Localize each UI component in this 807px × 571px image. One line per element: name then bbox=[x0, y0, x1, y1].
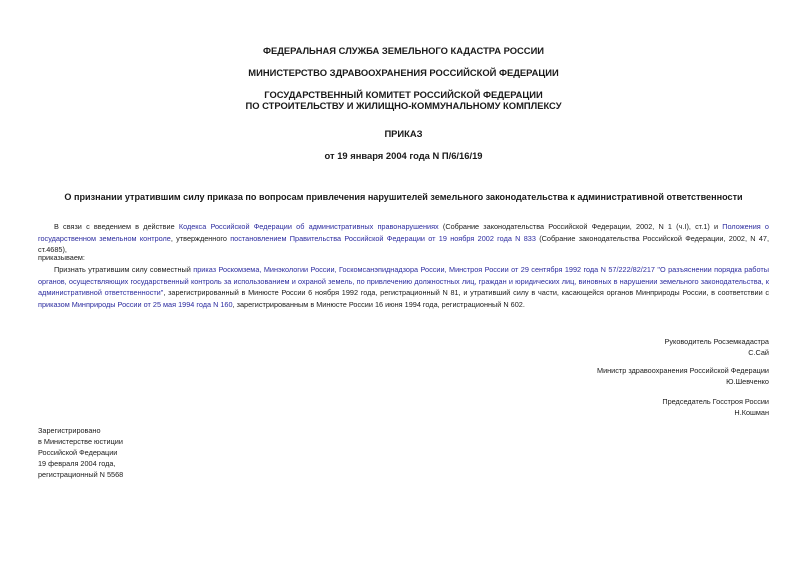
registration-line: в Министерстве юстиции bbox=[38, 437, 123, 446]
signature-name: Н.Кошман bbox=[734, 408, 769, 417]
registration-date: 19 февраля 2004 года, bbox=[38, 459, 116, 468]
signature-position: Министр здравоохранения Российской Федерации bbox=[596, 366, 769, 375]
order-text-1: Признать утратившим силу совместный bbox=[54, 265, 194, 274]
registration-line: Российской Федерации bbox=[38, 448, 118, 457]
document-type: ПРИКАЗ bbox=[384, 128, 423, 139]
order-word: приказываем: bbox=[38, 253, 85, 262]
signature-name: С.Сай bbox=[748, 348, 769, 357]
registration-block bbox=[38, 425, 123, 480]
signature-block-gosstroy bbox=[662, 396, 769, 418]
link-land-control-regulation[interactable]: Положения о государственном земельном контроле bbox=[38, 222, 769, 243]
registration-number: регистрационный N 5568 bbox=[38, 470, 124, 479]
registration-line: Зарегистрировано bbox=[38, 426, 101, 435]
link-joint-order-1992[interactable]: приказ Роскомзема, Минэкологии России, Госкомсанэпиднадзора России, Минстроя России от 29 сентября 1992 года N 57/222/82/217 bbox=[193, 265, 655, 274]
signature-position: Руководитель Росземкадастра bbox=[664, 337, 769, 346]
agency-minzdrav: МИНИСТЕРСТВО ЗДРАВООХРАНЕНИЯ РОССИЙСКОЙ ФЕДЕРАЦИИ bbox=[248, 67, 559, 78]
signature-block-rosnedvizhimost bbox=[665, 336, 769, 358]
document-title: О признании утратившим силу приказа по вопросам привлечения нарушителей земельного законодательства к административной ответственности bbox=[64, 192, 743, 202]
agency-rosnedvizhimost: ФЕДЕРАЛЬНАЯ СЛУЖБА ЗЕМЕЛЬНОГО КАДАСТРА РОССИИ bbox=[262, 45, 545, 56]
agency-gosstroy-line2: ПО СТРОИТЕЛЬСТВУ И ЖИЛИЩНО-КОММУНАЛЬНОМУ КОМПЛЕКСУ bbox=[245, 100, 562, 111]
preamble-text-2: (Собрание законодательства Российской Федерации, 2002, N 1 (ч.I), ст.1) и bbox=[438, 222, 723, 231]
order-text-4: , зарегистрированным в Минюсте России 16 июня 1994 года, регистрационный N 602. bbox=[232, 299, 525, 309]
preamble-text-1: В связи с введением в действие bbox=[54, 222, 179, 231]
preamble-text-3: , утвержденного bbox=[170, 233, 231, 243]
link-order-title[interactable]: "О разъяснении порядка работы органов, осуществляющих государственный контроль за использованием и охраной земель, по привлечению должностных лиц, граждан и юридических лиц, виновных в нарушении земельного законодательства, к административной ответственности" bbox=[38, 265, 769, 297]
signature-position: Председатель Госстроя России bbox=[662, 397, 769, 406]
signature-block-minzdrav bbox=[597, 365, 769, 387]
link-government-decree-833[interactable]: постановлением Правительства Российской Федерации от 19 ноября 2002 года N 833 bbox=[230, 233, 536, 243]
link-koap[interactable]: Кодекса Российской Федерации об административных правонарушениях bbox=[178, 222, 439, 231]
preamble-text-4: (Собрание законодательства Российской Федерации, 2002, N 47, ст.4685), bbox=[38, 233, 769, 254]
signature-name: Ю.Шевченко bbox=[726, 377, 769, 386]
order-paragraph bbox=[38, 264, 769, 310]
preamble-paragraph bbox=[38, 221, 769, 256]
document-date-number: от 19 января 2004 года N П/6/16/19 bbox=[324, 150, 483, 161]
order-text-3: , зарегистрированный в Минюсте России 6 ноября 1992 года, регистрационный N 81, и утративший силу в части, касающейся органов Минприроды России, в соответствии с bbox=[163, 288, 769, 297]
link-minprirody-order-160[interactable]: приказом Минприроды России от 25 мая 1994 года N 160 bbox=[38, 299, 233, 309]
agency-gosstroy-line1: ГОСУДАРСТВЕННЫЙ КОМИТЕТ РОССИЙСКОЙ ФЕДЕРАЦИИ bbox=[264, 89, 543, 100]
